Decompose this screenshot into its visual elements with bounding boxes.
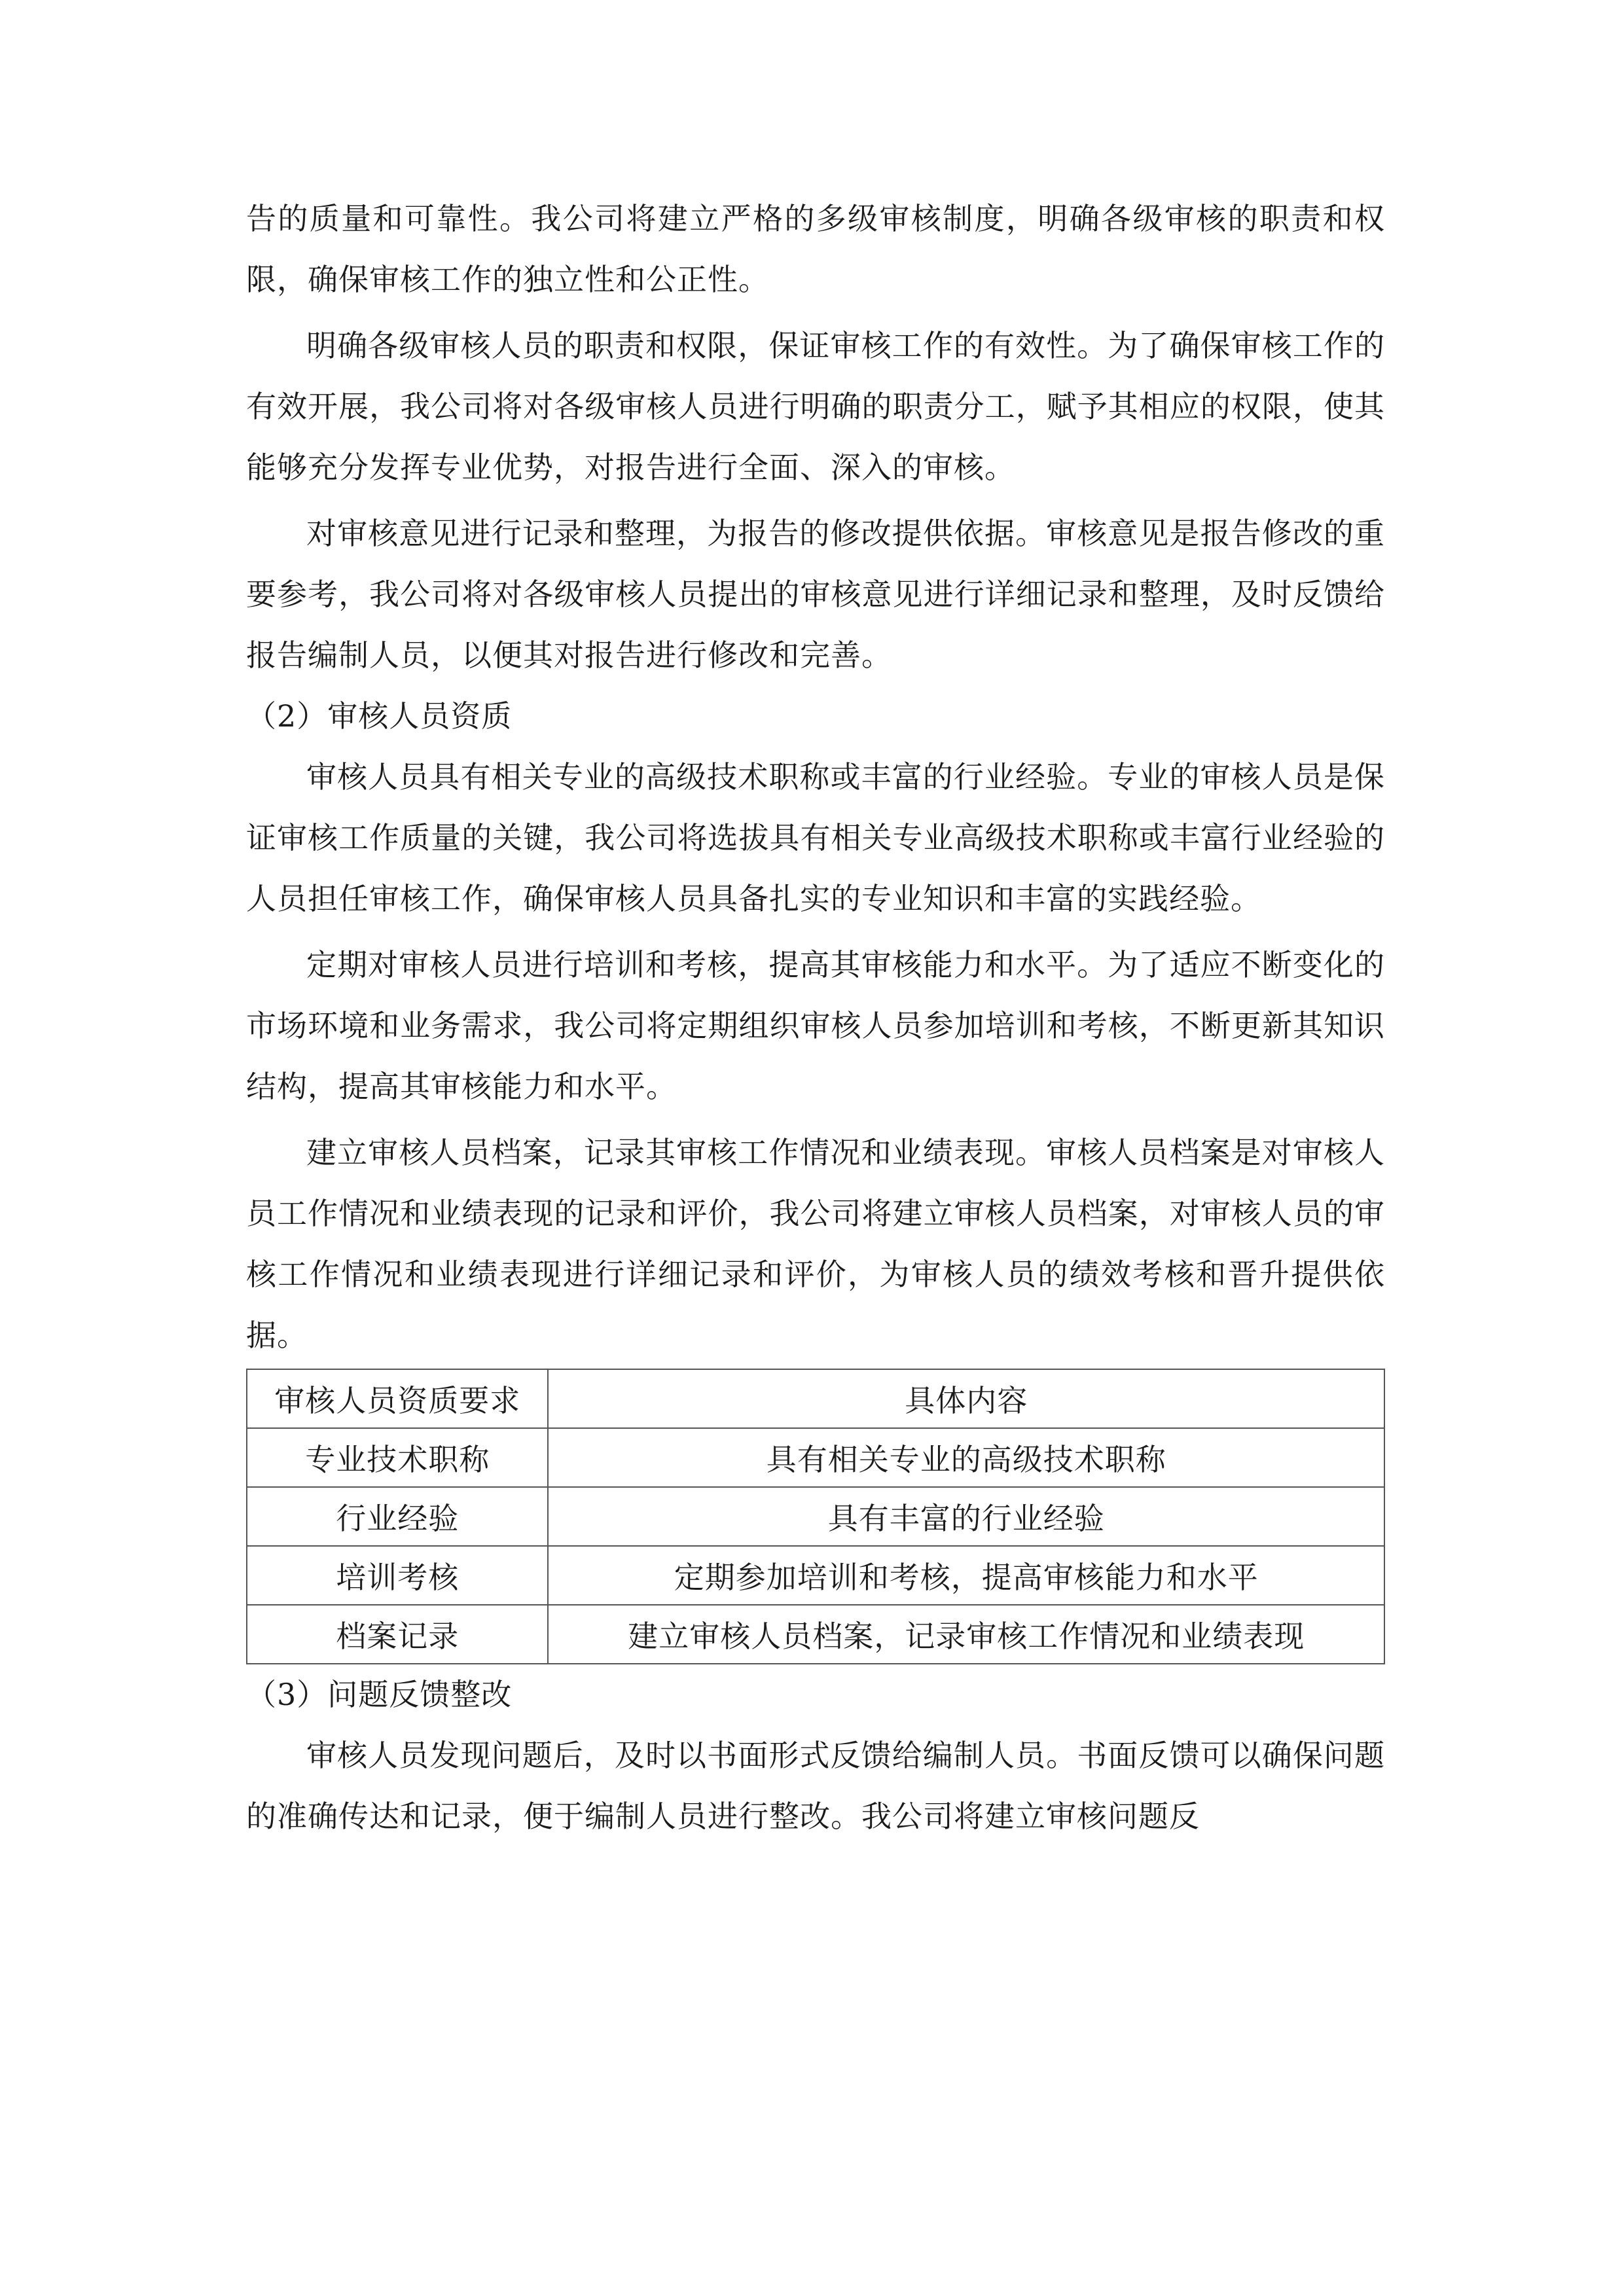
qualification-table xyxy=(246,1369,1385,1664)
table-cell: 定期参加培训和考核，提高审核能力和水平 xyxy=(548,1546,1384,1605)
table-cell: 具有丰富的行业经验 xyxy=(548,1487,1384,1546)
paragraph-continuation: 告的质量和可靠性。我公司将建立严格的多级审核制度，明确各级审核的职责和权限，确保审核工作的独立性和公正性。 xyxy=(246,201,1385,297)
paragraph: 明确各级审核人员的职责和权限，保证审核工作的有效性。为了确保审核工作的有效开展，我公司将对各级审核人员进行明确的职责分工，赋予其相应的权限，使其能够充分发挥专业优势，对报告进行全面、深入的审核。 xyxy=(246,328,1385,485)
paragraph: 对审核意见进行记录和整理，为报告的修改提供依据。审核意见是报告修改的重要参考，我公司将对各级审核人员提出的审核意见进行详细记录和整理，及时反馈给报告编制人员，以便其对报告进行修改和完善。 xyxy=(246,516,1385,673)
paragraph: 建立审核人员档案，记录其审核工作情况和业绩表现。审核人员档案是对审核人员工作情况和业绩表现的记录和评价，我公司将建立审核人员档案，对审核人员的审核工作情况和业绩表现进行详细记录和评价，为审核人员的绩效考核和晋升提供依据。 xyxy=(246,1135,1385,1353)
table-cell: 专业技术职称 xyxy=(247,1428,548,1487)
table-row xyxy=(247,1487,1384,1546)
table-row xyxy=(247,1428,1384,1487)
table-cell: 档案记录 xyxy=(247,1605,548,1664)
paragraph: 审核人员发现问题后，及时以书面形式反馈给编制人员。书面反馈可以确保问题的准确传达和记录，便于编制人员进行整改。我公司将建立审核问题反 xyxy=(246,1738,1385,1834)
table-header-row xyxy=(247,1369,1384,1428)
table-row xyxy=(247,1546,1384,1605)
table-header-cell: 具体内容 xyxy=(548,1369,1384,1428)
section-heading-3: （3）问题反馈整改 xyxy=(246,1677,513,1712)
table-cell: 行业经验 xyxy=(247,1487,548,1546)
table-cell: 具有相关专业的高级技术职称 xyxy=(548,1428,1384,1487)
paragraph: 定期对审核人员进行培训和考核，提高其审核能力和水平。为了适应不断变化的市场环境和业务需求，我公司将定期组织审核人员参加培训和考核，不断更新其知识结构，提高其审核能力和水平。 xyxy=(246,947,1385,1104)
paragraph: 审核人员具有相关专业的高级技术职称或丰富的行业经验。专业的审核人员是保证审核工作质量的关键，我公司将选拔具有相关专业高级技术职称或丰富行业经验的人员担任审核工作，确保审核人员具备扎实的专业知识和丰富的实践经验。 xyxy=(246,759,1385,916)
section-heading-2: （2）审核人员资质 xyxy=(246,698,513,734)
table-cell: 建立审核人员档案，记录审核工作情况和业绩表现 xyxy=(548,1605,1384,1664)
document-page xyxy=(246,183,1385,1847)
table-row xyxy=(247,1605,1384,1664)
table-header-cell: 审核人员资质要求 xyxy=(247,1369,548,1428)
table-cell: 培训考核 xyxy=(247,1546,548,1605)
